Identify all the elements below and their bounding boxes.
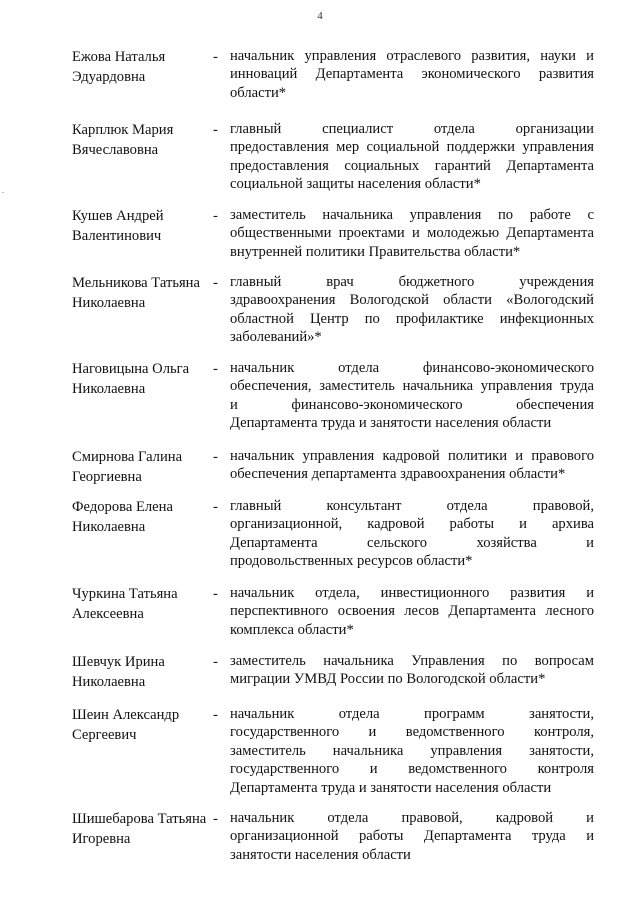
dash-separator: - [213, 49, 218, 65]
patronymic: Георгиевна [72, 469, 142, 485]
patronymic: Вячеславовна [72, 142, 159, 158]
person-name [72, 584, 222, 624]
surname-given-name: Ежова Наталья [72, 49, 166, 65]
description-line: заместитель начальника Управления по вопросам [230, 653, 594, 669]
dash-separator: - [213, 275, 218, 291]
position-description [230, 120, 594, 194]
description-line: области* [230, 84, 287, 101]
description-line: начальник отдела, инвестиционного развития и [230, 585, 594, 601]
dash-separator: - [213, 208, 218, 224]
description-line: инноваций Департамента экономического развития [230, 66, 594, 83]
person-name [72, 705, 222, 745]
description-line: обеспечения, заместитель начальника управления труда [230, 378, 594, 395]
description-line: главный специалист отдела организации [230, 121, 594, 137]
description-line: заместитель начальника управления занятости, [230, 742, 594, 759]
patronymic: Алексеевна [72, 606, 144, 622]
description-line: государственного и ведомственного контроля [230, 761, 594, 778]
dash-separator: - [213, 654, 218, 670]
description-line: предоставления социальных гарантий Департамента [230, 157, 594, 174]
surname-given-name: Мельникова Татьяна [72, 275, 200, 291]
dash-separator: - [213, 499, 218, 515]
surname-given-name: Шеин Александр [72, 707, 180, 723]
page-number: 4 [317, 10, 323, 22]
description-line: занятости населения области [230, 846, 411, 863]
description-line: Департамента труда и занятости населения области [230, 415, 552, 432]
patronymic: Николаевна [72, 295, 146, 311]
person-name [72, 47, 222, 87]
position-description [230, 705, 594, 797]
person-name [72, 652, 222, 692]
description-line: начальник управления кадровой политики и правового [230, 448, 594, 464]
person-name [72, 447, 222, 487]
description-line: начальник отдела программ занятости, [230, 706, 594, 722]
surname-given-name: Кушев Андрей [72, 208, 164, 224]
dash-separator: - [213, 361, 218, 377]
dash-separator: - [213, 122, 218, 138]
position-description [230, 497, 594, 571]
position-description [230, 206, 594, 261]
description-line: организационной работы Департамента труда и [230, 828, 594, 845]
person-name [72, 206, 222, 246]
description-line: обеспечения департамента здравоохранения области* [230, 466, 566, 483]
person-name [72, 273, 222, 313]
description-line: заместитель начальника управления по работе с [230, 207, 594, 223]
description-line: внутренней политики Правительства области* [230, 243, 521, 260]
dash-separator: - [213, 811, 218, 827]
dash-separator: - [213, 707, 218, 723]
description-line: государственного и ведомственного контроля, [230, 724, 594, 741]
description-line: перспективного освоения лесов Департамента лесного [230, 603, 594, 620]
patronymic: Игоревна [72, 831, 131, 847]
patronymic: Николаевна [72, 381, 146, 397]
description-line: здравоохранения Вологодской области «Вологодский [230, 292, 594, 309]
position-description [230, 809, 594, 864]
patronymic: Николаевна [72, 519, 146, 535]
surname-given-name: Карплюк Мария [72, 122, 174, 138]
person-name [72, 359, 222, 399]
description-line: организационной, кадровой работы и архива [230, 516, 594, 533]
surname-given-name: Чуркина Татьяна [72, 586, 178, 602]
patronymic: Эдуардовна [72, 69, 146, 85]
position-description [230, 273, 594, 347]
description-line: заболеваний»* [230, 329, 322, 346]
position-description [230, 47, 594, 102]
patronymic: Валентинович [72, 228, 162, 244]
position-description [230, 652, 594, 689]
patronymic: Сергеевич [72, 727, 137, 743]
person-name [72, 497, 222, 537]
description-line: начальник отдела правовой, кадровой и [230, 810, 594, 826]
person-name [72, 809, 222, 849]
description-line: продовольственных ресурсов области* [230, 553, 473, 570]
description-line: Департамента сельского хозяйства и [230, 534, 594, 551]
surname-given-name: Шишебарова Татьяна [72, 811, 207, 827]
description-line: главный консультант отдела правовой, [230, 498, 594, 514]
description-line: миграции УМВД России по Вологодской области* [230, 671, 546, 688]
dash-separator: - [213, 449, 218, 465]
description-line: главный врач бюджетного учреждения [230, 274, 594, 290]
description-line: начальник отдела финансово-экономического [230, 360, 594, 376]
person-name [72, 120, 222, 160]
description-line: областной Центр по профилактике инфекционных [230, 310, 594, 327]
description-line: Департамента труда и занятости населения области [230, 779, 552, 796]
dash-separator: - [213, 586, 218, 602]
margin-mark [2, 192, 4, 193]
surname-given-name: Федорова Елена [72, 499, 173, 515]
description-line: предоставления мер социальной поддержки управления [230, 139, 594, 156]
position-description [230, 359, 594, 433]
patronymic: Николаевна [72, 674, 146, 690]
surname-given-name: Наговицына Ольга [72, 361, 190, 377]
description-line: социальной защиты населения области* [230, 176, 481, 193]
surname-given-name: Шевчук Ирина [72, 654, 165, 670]
position-description [230, 447, 594, 484]
description-line: начальник управления отраслевого развития, науки и [230, 48, 594, 64]
position-description [230, 584, 594, 639]
description-line: комплекса области* [230, 621, 354, 638]
surname-given-name: Смирнова Галина [72, 449, 183, 465]
description-line: и финансово-экономического обеспечения [230, 396, 594, 413]
description-line: общественными проектами и молодежью Департамента [230, 225, 594, 242]
